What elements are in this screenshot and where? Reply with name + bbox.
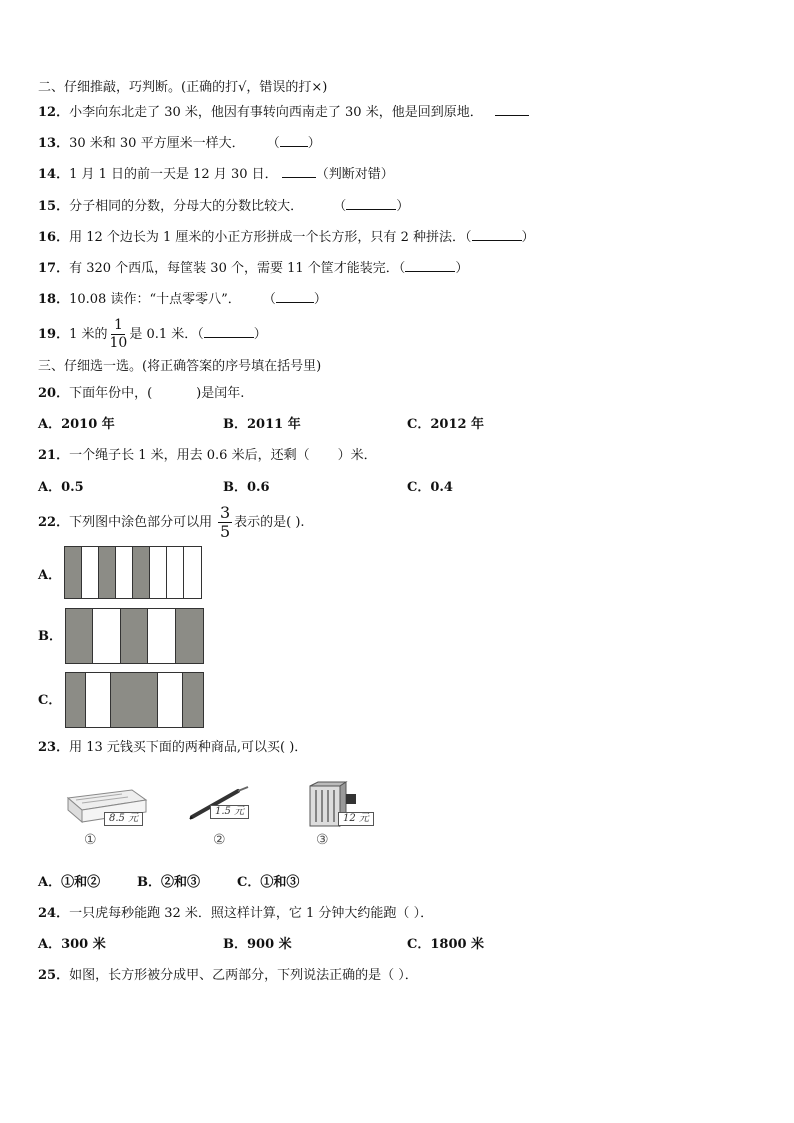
paren-close: ） [307,136,321,151]
question-text: 1 月 1 日的前一天是 12 月 30 日． [69,167,278,182]
question-number: 15． [38,199,70,214]
question-13 [38,135,321,153]
question-text-post: ）米． [337,448,377,463]
question-number: 21． [38,448,70,463]
question-number: 25． [38,968,70,983]
answer-blank[interactable] [282,177,316,178]
option-a[interactable]: A．0.5 [38,480,84,495]
option-c[interactable]: C．0.4 [407,480,453,495]
option-a[interactable]: A．①和② [38,875,101,890]
question-15 [38,198,409,216]
blank-cell [148,609,176,663]
question-number: 13． [38,136,70,151]
answer-blank[interactable] [346,209,396,210]
section-choice-title: 三、仔细选一选。(将正确答案的序号填在括号里) [38,359,322,374]
question-21 [38,447,377,465]
paren-open: （ [464,230,472,245]
shaded-cell [111,673,158,727]
question-text: 10.08 读作：“十点零零八”． [69,292,241,307]
question-18 [38,291,327,309]
paren-close: ） [521,230,535,245]
option-b[interactable]: B．2011 年 [223,417,301,432]
question-text: 小李向东北走了 30 米，他因有事转向西南走了 30 米，他是回到原地． [69,105,483,120]
question-text: 有 320 个西瓜，每筐装 30 个，需要 11 个筐才能装完． [69,261,399,276]
shaded-cell [66,673,86,727]
figure-option-a[interactable] [64,546,202,599]
paren-close: ） [253,327,267,342]
fraction-numerator: 3 [220,503,231,522]
option-c[interactable]: C．2012 年 [407,417,485,432]
shaded-cell [176,609,203,663]
price-tag-2: 1.5 元 [210,805,249,819]
fraction-denominator: 10 [109,335,128,351]
question-20 [38,385,244,403]
option-a[interactable]: A．2010 年 [38,417,115,432]
question-number: 22． [38,515,70,530]
shaded-cell [99,547,116,598]
option-a[interactable]: A．300 米 [38,937,106,952]
answer-blank[interactable] [405,271,455,272]
question-text-pre: 一个绳子长 1 米，用去 0.6 米后，还剩（ [69,448,310,463]
option-b-label[interactable]: B． [38,629,62,644]
paren-open: （ [333,199,347,214]
price-tag-3: 12 元 [338,812,374,826]
blank-cell [86,673,111,727]
shaded-cell [121,609,148,663]
option-b[interactable]: B．900 米 [223,937,292,952]
question-text-post: 表示的是( ). [234,515,305,530]
question-number: 17． [38,261,70,276]
question-number: 12． [38,105,70,120]
question-text-post: )是闰年. [196,386,245,401]
paren-close: ） [396,199,410,214]
paren-open: （ [398,261,406,276]
question-text: 分子相同的分数，分母大的分数比较大． [69,199,304,214]
question-23 [38,739,307,757]
fraction-numerator: 1 [113,317,123,333]
option-c-label[interactable]: C． [38,693,62,708]
question-19 [38,318,267,352]
answer-blank[interactable] [276,302,314,303]
blank-cell [150,547,167,598]
question-text: 用 13 元钱买下面的两种商品,可以买( )． [69,740,308,755]
question-14 [38,166,394,184]
blank-cell [158,673,183,727]
question-text-pre: 下列图中涂色部分可以用 [69,515,213,530]
question-text-pre: 1 米的 [69,327,108,342]
question-text: 如图，长方形被分成甲、乙两部分，下列说法正确的是（ ）． [69,968,418,983]
answer-blank[interactable] [495,115,529,116]
question-25 [38,967,418,985]
question-text: 用 12 个边长为 1 厘米的小正方形拼成一个长方形，只有 2 种拼法． [69,230,465,245]
question-17 [38,260,468,278]
question-24 [38,905,433,923]
item-mark-2: ② [213,832,226,848]
question-text: 一只虎每秒能跑 32 米．照这样计算，它 1 分钟大约能跑（ ）． [69,906,434,921]
answer-blank[interactable] [472,240,522,241]
blank-cell [93,609,121,663]
option-c[interactable]: C．1800 米 [407,937,485,952]
question-number: 16． [38,230,70,245]
question-16 [38,229,535,247]
option-b[interactable]: B．0.6 [223,480,270,495]
section-judge-title: 二、仔细推敲，巧判断。(正确的打√，错误的打×) [38,80,328,95]
question-text-pre: 下面年份中，( [69,386,153,401]
shaded-cell [133,547,150,598]
option-a-label[interactable]: A． [38,568,62,583]
question-22 [38,505,305,541]
blank-cell [167,547,184,598]
option-c[interactable]: C．①和③ [237,875,300,890]
question-number: 14． [38,167,70,182]
figure-option-b[interactable] [65,608,204,664]
paren-close: ） [313,292,327,307]
blank-cell [116,547,133,598]
question-suffix: （判断对错） [315,167,394,182]
question-number: 19． [38,327,70,342]
option-b[interactable]: B．②和③ [137,875,200,890]
shaded-cell [66,609,93,663]
question-12 [38,104,529,122]
blank-cell [184,547,201,598]
question-text-post: 是 0.1 米． [129,327,198,342]
question-number: 18． [38,292,70,307]
paren-open: （ [197,327,204,342]
shaded-cell [65,547,82,598]
question-number: 23． [38,740,70,755]
fraction [218,505,232,540]
price-tag-1: 8.5 元 [104,812,143,826]
figure-option-c[interactable] [65,672,204,728]
paren-open: （ [262,292,276,307]
blank-cell [82,547,99,598]
paren-open: （ [266,136,280,151]
fraction-denominator: 5 [220,522,231,541]
item-mark-1: ① [84,832,97,848]
shaded-cell [183,673,203,727]
fraction [110,318,128,351]
question-text: 30 米和 30 平方厘米一样大． [69,136,245,151]
paren-close: ） [455,261,469,276]
item-mark-3: ③ [316,832,329,848]
answer-blank[interactable] [280,146,308,147]
answer-blank[interactable] [204,337,254,338]
question-number: 24． [38,906,70,921]
question-number: 20． [38,386,70,401]
